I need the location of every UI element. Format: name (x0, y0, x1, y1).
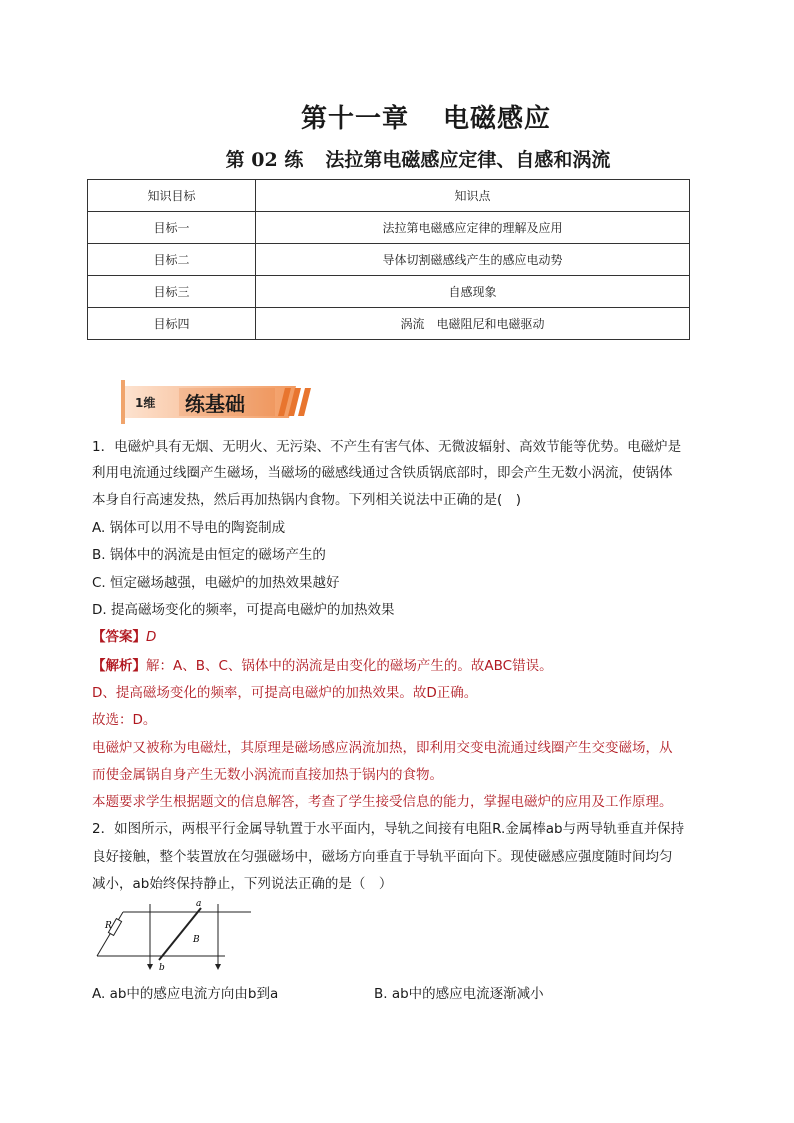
note-text: 本题要求学生根据题文的信息解答，考查了学生接受信息的能力，掌握电磁炉的应用及工作原理。 (92, 794, 673, 810)
table-cell: 目标四 (88, 308, 256, 340)
table-row (88, 212, 690, 244)
question-stem-line: 本身自行高速发热，然后再加热锅内食物。下列相关说法中正确的是( ) (92, 492, 522, 508)
table-header-cell: 知识目标 (88, 180, 256, 212)
question-stem-line: 2．如图所示，两根平行金属导轨置于水平面内，导轨之间接有电阻R.金属棒ab与两导轨垂直并保持 (92, 821, 685, 837)
banner-title: 练基础 (185, 392, 245, 416)
question-stem-line: 1．电磁炉具有无烟、无明火、无污染、不产生有害气体、无微波辐射、高效节能等优势。电磁炉是 (92, 439, 682, 455)
choice-text: 故选：D。 (92, 712, 157, 728)
option-c: C. 恒定磁场越强，电磁炉的加热效果越好 (92, 575, 340, 591)
field-arrow (147, 964, 153, 970)
goals-table (87, 179, 690, 340)
table-cell: 导体切割磁感线产生的感应电动势 (256, 244, 690, 276)
left-connector (97, 912, 123, 956)
option-d: D. 提高磁场变化的频率，可提高电磁炉的加热效果 (92, 602, 395, 618)
table-cell: 目标二 (88, 244, 256, 276)
note-text: 而使金属锅自身产生无数小涡流而直接加热于锅内的食物。 (92, 767, 443, 783)
answer-line (92, 627, 156, 647)
question-stem-line: 利用电流通过线圈产生磁场，当磁场的磁感线通过含铁质锅底部时，即会产生无数小涡流，使锅体 (92, 465, 673, 481)
analysis-text: 解：A、B、C、锅体中的涡流是由变化的磁场产生的。故ABC错误。 (146, 658, 553, 674)
option-b: B. ab中的感应电流逐渐减小 (374, 986, 544, 1002)
lesson-topic: 法拉第电磁感应定律、自感和涡流 (325, 149, 611, 171)
option-a: A. 锅体可以用不导电的陶瓷制成 (92, 520, 286, 536)
section-banner (121, 380, 321, 424)
lesson-number: 第 02 练 (225, 149, 304, 171)
option-a: A. ab中的感应电流方向由b到a (92, 986, 279, 1002)
note-text: 电磁炉又被称为电磁灶，其原理是磁场感应涡流加热，即利用交变电流通过线圈产生交变磁场，从 (92, 740, 673, 756)
table-cell: 法拉第电磁感应定律的理解及应用 (256, 212, 690, 244)
table-header-cell: 知识点 (256, 180, 690, 212)
label-field: B (193, 935, 200, 945)
page-subtitle (0, 145, 794, 172)
label-r: R (105, 921, 112, 931)
table-row (88, 308, 690, 340)
analysis-label: 【解析】 (92, 658, 146, 674)
analysis-line (92, 656, 553, 676)
table-cell: 目标三 (88, 276, 256, 308)
banner-badge: 1维 (135, 396, 156, 410)
table-cell: 涡流 电磁阻尼和电磁驱动 (256, 308, 690, 340)
table-row (88, 276, 690, 308)
page-title (0, 98, 794, 135)
table-row (88, 244, 690, 276)
label-a: a (196, 899, 202, 909)
question-stem-line: 减小，ab始终保持静止，下列说法正确的是（ ） (92, 876, 393, 892)
question-stem-line: 良好接触，整个装置放在匀强磁场中，磁场方向垂直于导轨平面向下。现使磁感应强度随时间均匀 (92, 849, 673, 865)
rail-circuit-figure (93, 896, 263, 976)
table-cell: 目标一 (88, 212, 256, 244)
answer-value: D (146, 629, 157, 645)
metal-rod-ab (159, 908, 201, 960)
option-b: B. 锅体中的涡流是由恒定的磁场产生的 (92, 547, 326, 563)
label-b: b (159, 963, 165, 973)
table-header-row (88, 180, 690, 212)
field-arrow (215, 964, 221, 970)
banner-left-bar (121, 380, 125, 424)
chapter-topic: 电磁感应 (443, 104, 552, 134)
table-cell: 自感现象 (256, 276, 690, 308)
analysis-text: D、提高磁场变化的频率，可提高电磁炉的加热效果。故D正确。 (92, 685, 478, 701)
banner-stripe (298, 388, 311, 416)
chapter-number: 第十一章 (300, 104, 409, 134)
answer-label: 【答案】 (92, 629, 146, 645)
